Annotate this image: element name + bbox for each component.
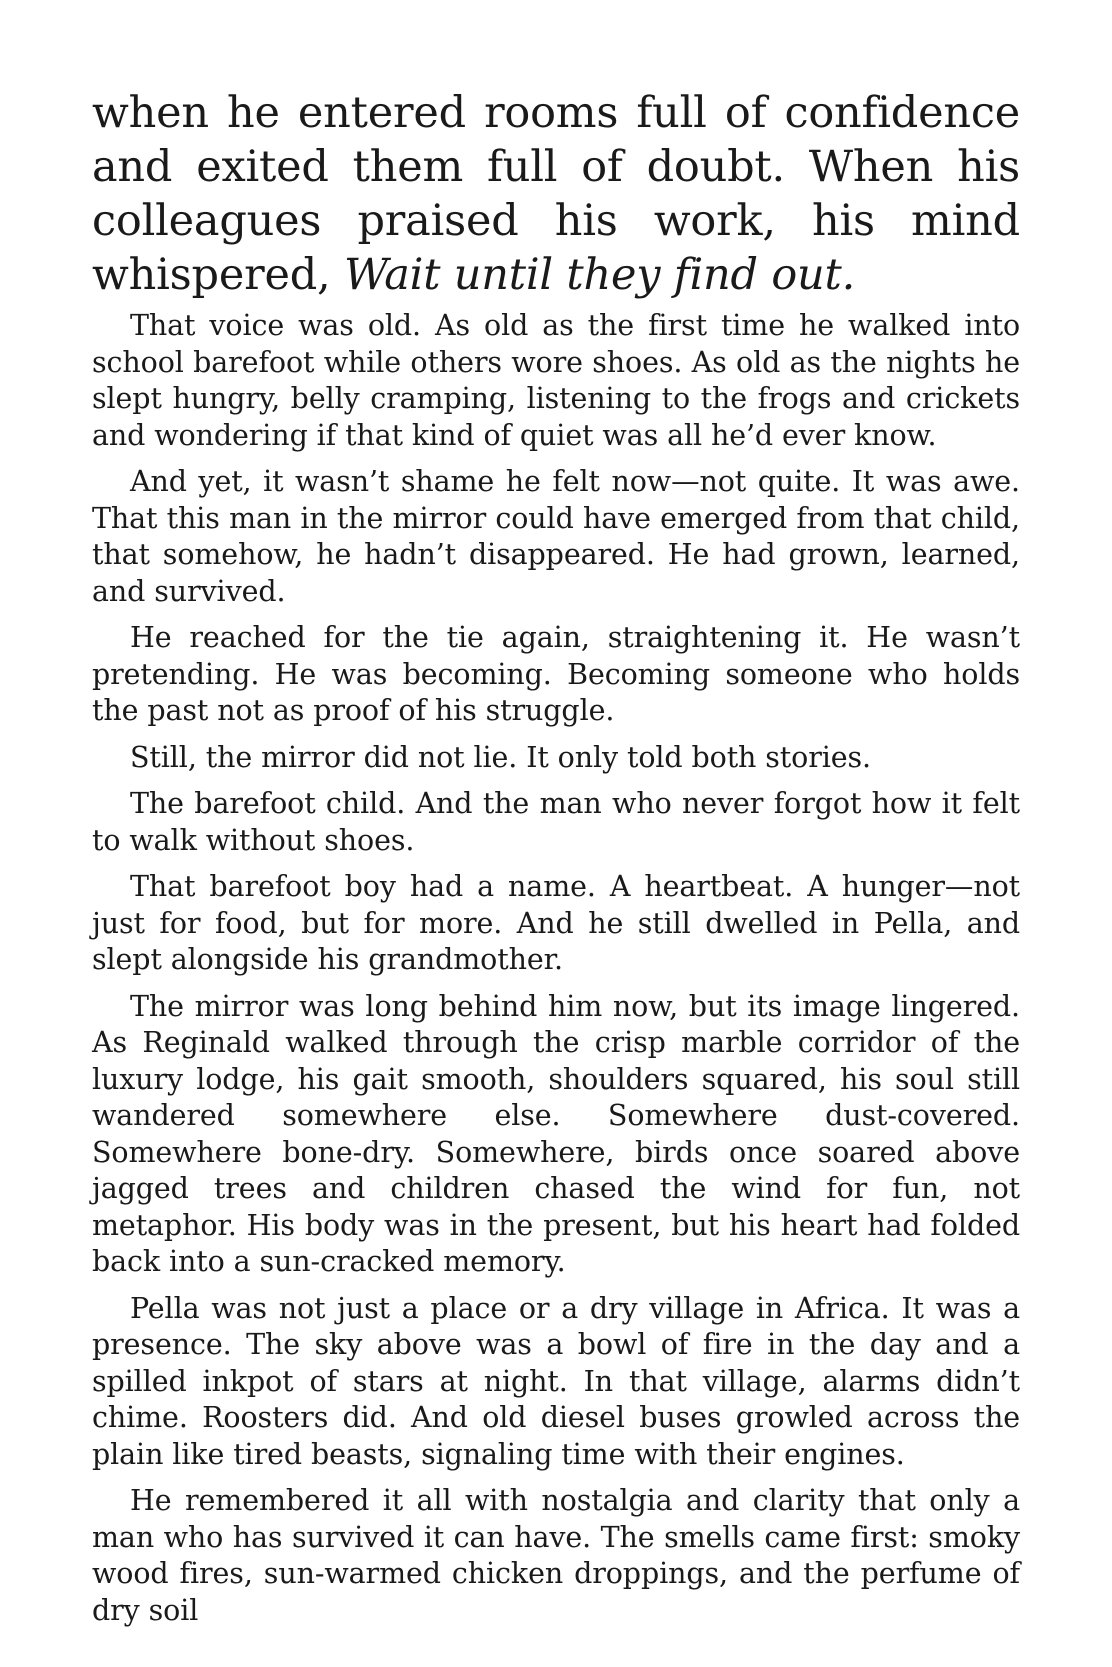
paragraph-3: He reached for the tie again, straightening it. He wasn’t pretending. He was becoming. Becoming someone who holds the past not as proof of his struggle. <box>92 621 1020 727</box>
lead-paragraph <box>92 86 1020 302</box>
lead-emphasis: Wait until they find out. <box>343 250 856 300</box>
paragraph-2: And yet, it wasn’t shame he felt now—not quite. It was awe. That this man in the mirror could have emerged from that child, that somehow, he hadn’t disappeared. He had grown, learned, and survived. <box>92 465 1020 608</box>
paragraph-1: That voice was old. As old as the first time he walked into school barefoot while others wore shoes. As old as the nights he slept hungry, belly cramping, listening to the frogs and crickets and wondering if that kind of quiet was all he’d ever know. <box>92 309 1020 452</box>
paragraph-5: The barefoot child. And the man who never forgot how it felt to walk without shoes. <box>92 787 1020 857</box>
book-page <box>92 86 1020 1639</box>
lead-text: when he entered rooms full of confidence and exited them full of doubt. When his colleagues praised his work, his mind whispered, <box>92 88 1020 300</box>
paragraph-9: He remembered it all with nostalgia and clarity that only a man who has survived it can have. The smells came first: smoky wood fires, sun-warmed chicken droppings, and the perfume of dry soil <box>92 1484 1020 1627</box>
paragraph-8: Pella was not just a place or a dry village in Africa. It was a presence. The sky above was a bowl of fire in the day and a spilled inkpot of stars at night. In that village, alarms didn’t chime. Roosters did. And old diesel buses growled across the plain like tired beasts, signaling time with their engines. <box>92 1291 1020 1471</box>
paragraph-6: That barefoot boy had a name. A heartbeat. A hunger—not just for food, but for more. And he still dwelled in Pella, and slept alongside his grandmother. <box>92 870 1020 976</box>
paragraph-4: Still, the mirror did not lie. It only told both stories. <box>130 740 871 774</box>
paragraph-7: The mirror was long behind him now, but its image lingered. As Reginald walked through the crisp marble corridor of the luxury lodge, his gait smooth, shoulders squared, his soul still wandered somewhere else. Somewhere dust-covered. Somewhere bone-dry. Somewhere, birds once soared above jagged trees and children chased the wind for fun, not metaphor. His body was in the present, but his heart had folded back into a sun-cracked memory. <box>92 989 1020 1278</box>
